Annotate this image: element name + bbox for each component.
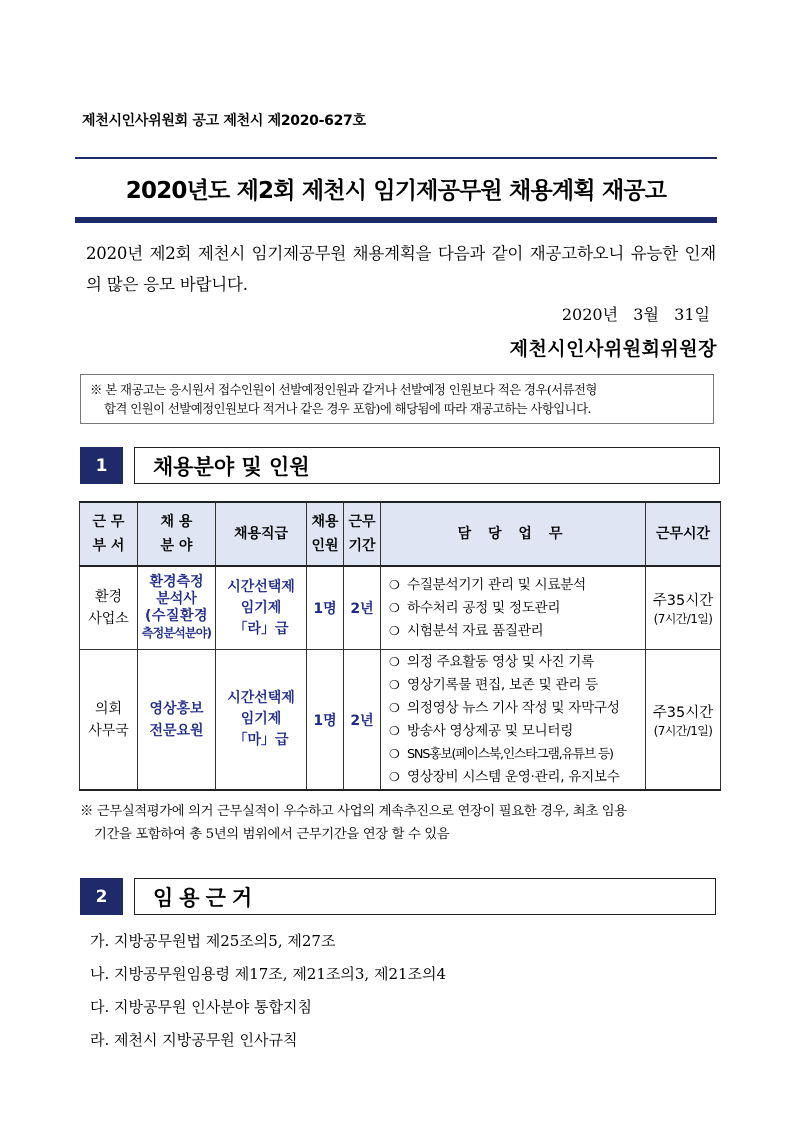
- table-row: [80, 650, 721, 791]
- intro-text: 2020년 제2회 제천시 임기제공무원 채용계획을 다음과 같이 재공고하오니 유능한 인재의 많은 응모 바랍니다.: [86, 244, 716, 294]
- rank-cell: 시간선택제 임기제 「라」급: [216, 566, 307, 650]
- header-hours: 근무시간: [646, 502, 721, 566]
- duty-item: ❍ 수질분석기기 관리 및 시료분석: [389, 574, 645, 597]
- field-cell: 영상홍보 전문요원: [138, 650, 216, 791]
- duty-item: ❍ 하수처리 공정 및 정도관리: [389, 597, 645, 620]
- header-period: 근무 기간: [344, 502, 381, 566]
- list-item: 다. 지방공무원 인사분야 통합지침: [90, 998, 312, 1016]
- header-field: 채 용 분 야: [138, 502, 216, 566]
- dept-cell: 의회 사무국: [80, 650, 138, 791]
- recruitment-table: [79, 501, 721, 791]
- bullet-icon: ❍: [389, 623, 400, 638]
- hours-cell: 주35시간 (7시간/1일): [646, 566, 721, 650]
- table-row: [80, 566, 721, 650]
- bullet-icon: ❍: [389, 723, 400, 738]
- section-1-title: 채용분야 및 인원: [134, 447, 720, 484]
- hours-cell: 주35시간 (7시간/1일): [646, 650, 721, 791]
- bullet-icon: ❍: [389, 654, 400, 669]
- notice-text: [90, 380, 710, 418]
- dept-cell: 환경 사업소: [80, 566, 138, 650]
- legal-basis-list: [90, 930, 446, 1062]
- header-dept: 근 무 부 서: [80, 502, 138, 566]
- extension-note: [80, 800, 720, 846]
- period-cell: 2년: [344, 566, 381, 650]
- extension-note-line-1: ※ 근무실적평가에 의거 근무실적이 우수하고 사업의 계속추진으로 연장이 필요한 경우, 최초 임용: [80, 804, 627, 819]
- duty-item: ❍ 방송사 영상제공 및 모니터링: [389, 720, 645, 743]
- notice-line-1: ※ 본 재공고는 응시원서 접수인원이 선발예정인원과 같거나 선발예정 인원보다 적은 경우(서류전형: [90, 382, 597, 397]
- section-2-number: 2: [80, 878, 123, 915]
- list-item: 나. 지방공무원임용령 제17조, 제21조의3, 제21조의4: [90, 965, 447, 983]
- count-cell: 1명: [307, 566, 344, 650]
- rank-cell: 시간선택제 임기제 「마」급: [216, 650, 307, 791]
- bullet-icon: ❍: [389, 577, 400, 592]
- duty-item: ❍ SNS홍보(페이스북,인스타그램,유튜브 등): [389, 743, 645, 766]
- table-header-row: [80, 502, 721, 566]
- bullet-icon: ❍: [389, 600, 400, 615]
- announcement-date: 2020년 3월 31일: [561, 305, 710, 324]
- duty-item: ❍ 의정영상 뉴스 기사 작성 및 자막구성: [389, 697, 645, 720]
- page-title: 2020년도 제2회 제천시 임기제공무원 채용계획 재공고: [125, 178, 667, 204]
- field-cell: 환경측정 분석사 (수질환경 측정분석분야): [138, 566, 216, 650]
- duty-item: ❍ 영상기록물 편집, 보존 및 관리 등: [389, 674, 645, 697]
- duty-item: ❍ 영상장비 시스템 운영·관리, 유지보수: [389, 766, 645, 789]
- duty-item: ❍ 시험분석 자료 품질관리: [389, 620, 645, 643]
- bullet-icon: ❍: [389, 746, 399, 761]
- bullet-icon: ❍: [389, 700, 400, 715]
- bullet-icon: ❍: [389, 769, 400, 784]
- bullet-icon: ❍: [389, 677, 400, 692]
- header-count: 채용 인원: [307, 502, 344, 566]
- extension-note-line-2: 기간을 포함하여 총 5년의 범위에서 근무기간을 연장 할 수 있음: [94, 827, 450, 842]
- notice-line-2: 합격 인원이 선발예정인원보다 적거나 같은 경우 포함)에 해당됨에 따라 재공고하는 사항입니다.: [104, 401, 591, 416]
- duty-item: ❍ 의정 주요활동 영상 및 사진 기록: [389, 651, 645, 674]
- header-duties: 담 당 업 무: [381, 502, 646, 566]
- list-item: 라. 제천시 지방공무원 인사규칙: [90, 1031, 298, 1049]
- section-2-title: 임용근거: [134, 878, 716, 915]
- count-cell: 1명: [307, 650, 344, 791]
- section-1-number: 1: [80, 447, 123, 484]
- duties-cell: [381, 566, 646, 650]
- title-rule-top: [75, 157, 717, 159]
- period-cell: 2년: [344, 650, 381, 791]
- notice-number: 제천시인사위원회 공고 제천시 제2020-627호: [82, 113, 366, 129]
- header-rank: 채용직급: [216, 502, 307, 566]
- list-item: 가. 지방공무원법 제25조의5, 제27조: [90, 932, 336, 950]
- issuer-signature: 제천시인사위원회위원장: [509, 338, 717, 360]
- duties-cell: [381, 650, 646, 791]
- title-rule-bottom: [75, 217, 717, 223]
